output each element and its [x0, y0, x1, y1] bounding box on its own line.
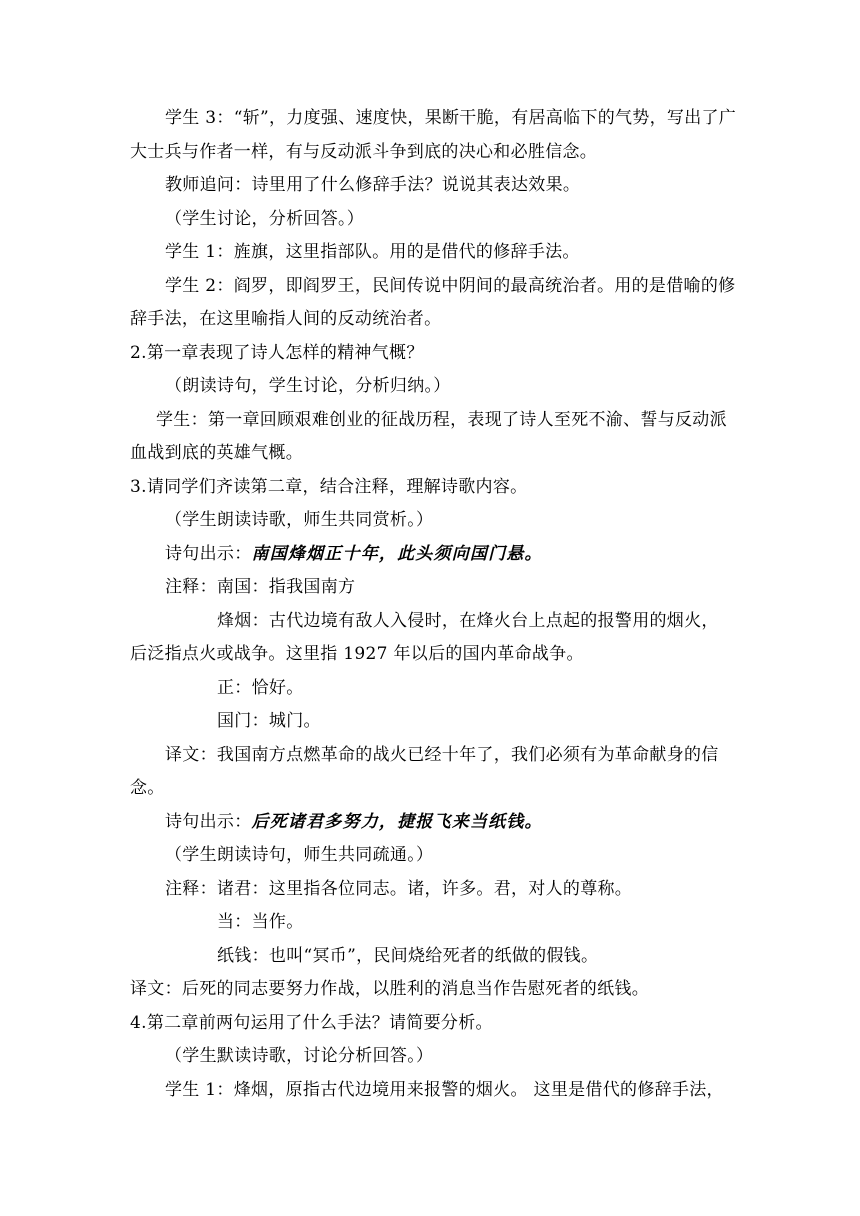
poem-label: 诗句出示：: [165, 812, 252, 832]
paragraph-line: 学生 2：阎罗，即阎罗王，民间传说中阴间的最高统治者。用的是借喻的修: [165, 276, 736, 296]
poem-verse: 后死诸君多努力，捷报飞来当纸钱。: [251, 812, 543, 832]
paragraph-line: （学生讨论，分析回答。）: [165, 209, 365, 229]
paragraph-line: 当：当作。: [217, 912, 304, 932]
paragraph-line: 译文：后死的同志要努力作战，以胜利的消息当作告慰死者的纸钱。: [130, 979, 649, 999]
paragraph-line: 血战到底的英雄气概。: [130, 443, 303, 463]
paragraph-line: 注释：南国：指我国南方: [165, 577, 356, 597]
paragraph-line: （朗读诗句，学生讨论，分析归纳。）: [165, 376, 451, 396]
paragraph-line: （学生朗读诗歌，师生共同赏析。）: [165, 510, 434, 530]
paragraph-line: 学生：第一章回顾艰难创业的征战历程，表现了诗人至死不渝、誓与反动派: [156, 410, 727, 430]
section-heading: 4.第二章前两句运用了什么手法？请简要分析。: [130, 1013, 493, 1033]
paragraph-line: 正：恰好。: [217, 678, 304, 698]
section-heading: 2.第一章表现了诗人怎样的精神气概？: [130, 343, 424, 363]
paragraph-line: 烽烟：古代边境有敌人入侵时，在烽火台上点起的报警用的烟火，: [217, 611, 719, 631]
paragraph-line: 教师追问：诗里用了什么修辞手法？说说其表达效果。: [165, 175, 581, 195]
paragraph-line: 辞手法，在这里喻指人间的反动统治者。: [130, 309, 442, 329]
paragraph-line: 念。: [130, 778, 165, 798]
paragraph-line: 学生 1：旌旗，这里指部队。用的是借代的修辞手法。: [165, 242, 580, 262]
paragraph-line: 注释：诸君：这里指各位同志。诸，许多。君，对人的尊称。: [165, 879, 633, 899]
paragraph-line: 国门：城门。: [217, 711, 321, 731]
poem-label: 诗句出示：: [165, 544, 252, 564]
section-heading: 3.请同学们齐读第二章，结合注释，理解诗歌内容。: [130, 477, 528, 497]
paragraph-line: （学生默读诗歌，讨论分析回答。）: [165, 1046, 434, 1066]
poem-intro-line: [165, 543, 543, 565]
paragraph-line: 学生 3：“斩”，力度强、速度快，果断干脆，有居高临下的气势，写出了广: [165, 108, 737, 128]
poem-verse: 南国烽烟正十年，此头须向国门悬。: [251, 544, 543, 564]
paragraph-line: 纸钱：也叫“冥币”，民间烧给死者的纸做的假钱。: [217, 946, 599, 966]
paragraph-line: 学生 1：烽烟，原指古代边境用来报警的烟火。 这里是借代的修辞手法，: [165, 1080, 724, 1100]
paragraph-line: 译文：我国南方点燃革命的战火已经十年了，我们必须有为革命献身的信: [165, 745, 719, 765]
paragraph-line: （学生朗读诗句，师生共同疏通。）: [165, 845, 434, 865]
poem-intro-line: [165, 811, 543, 833]
paragraph-line: 后泛指点火或战争。这里指 1927 年以后的国内革命战争。: [130, 644, 584, 664]
paragraph-line: 大士兵与作者一样，有与反动派斗争到底的决心和必胜信念。: [130, 142, 598, 162]
